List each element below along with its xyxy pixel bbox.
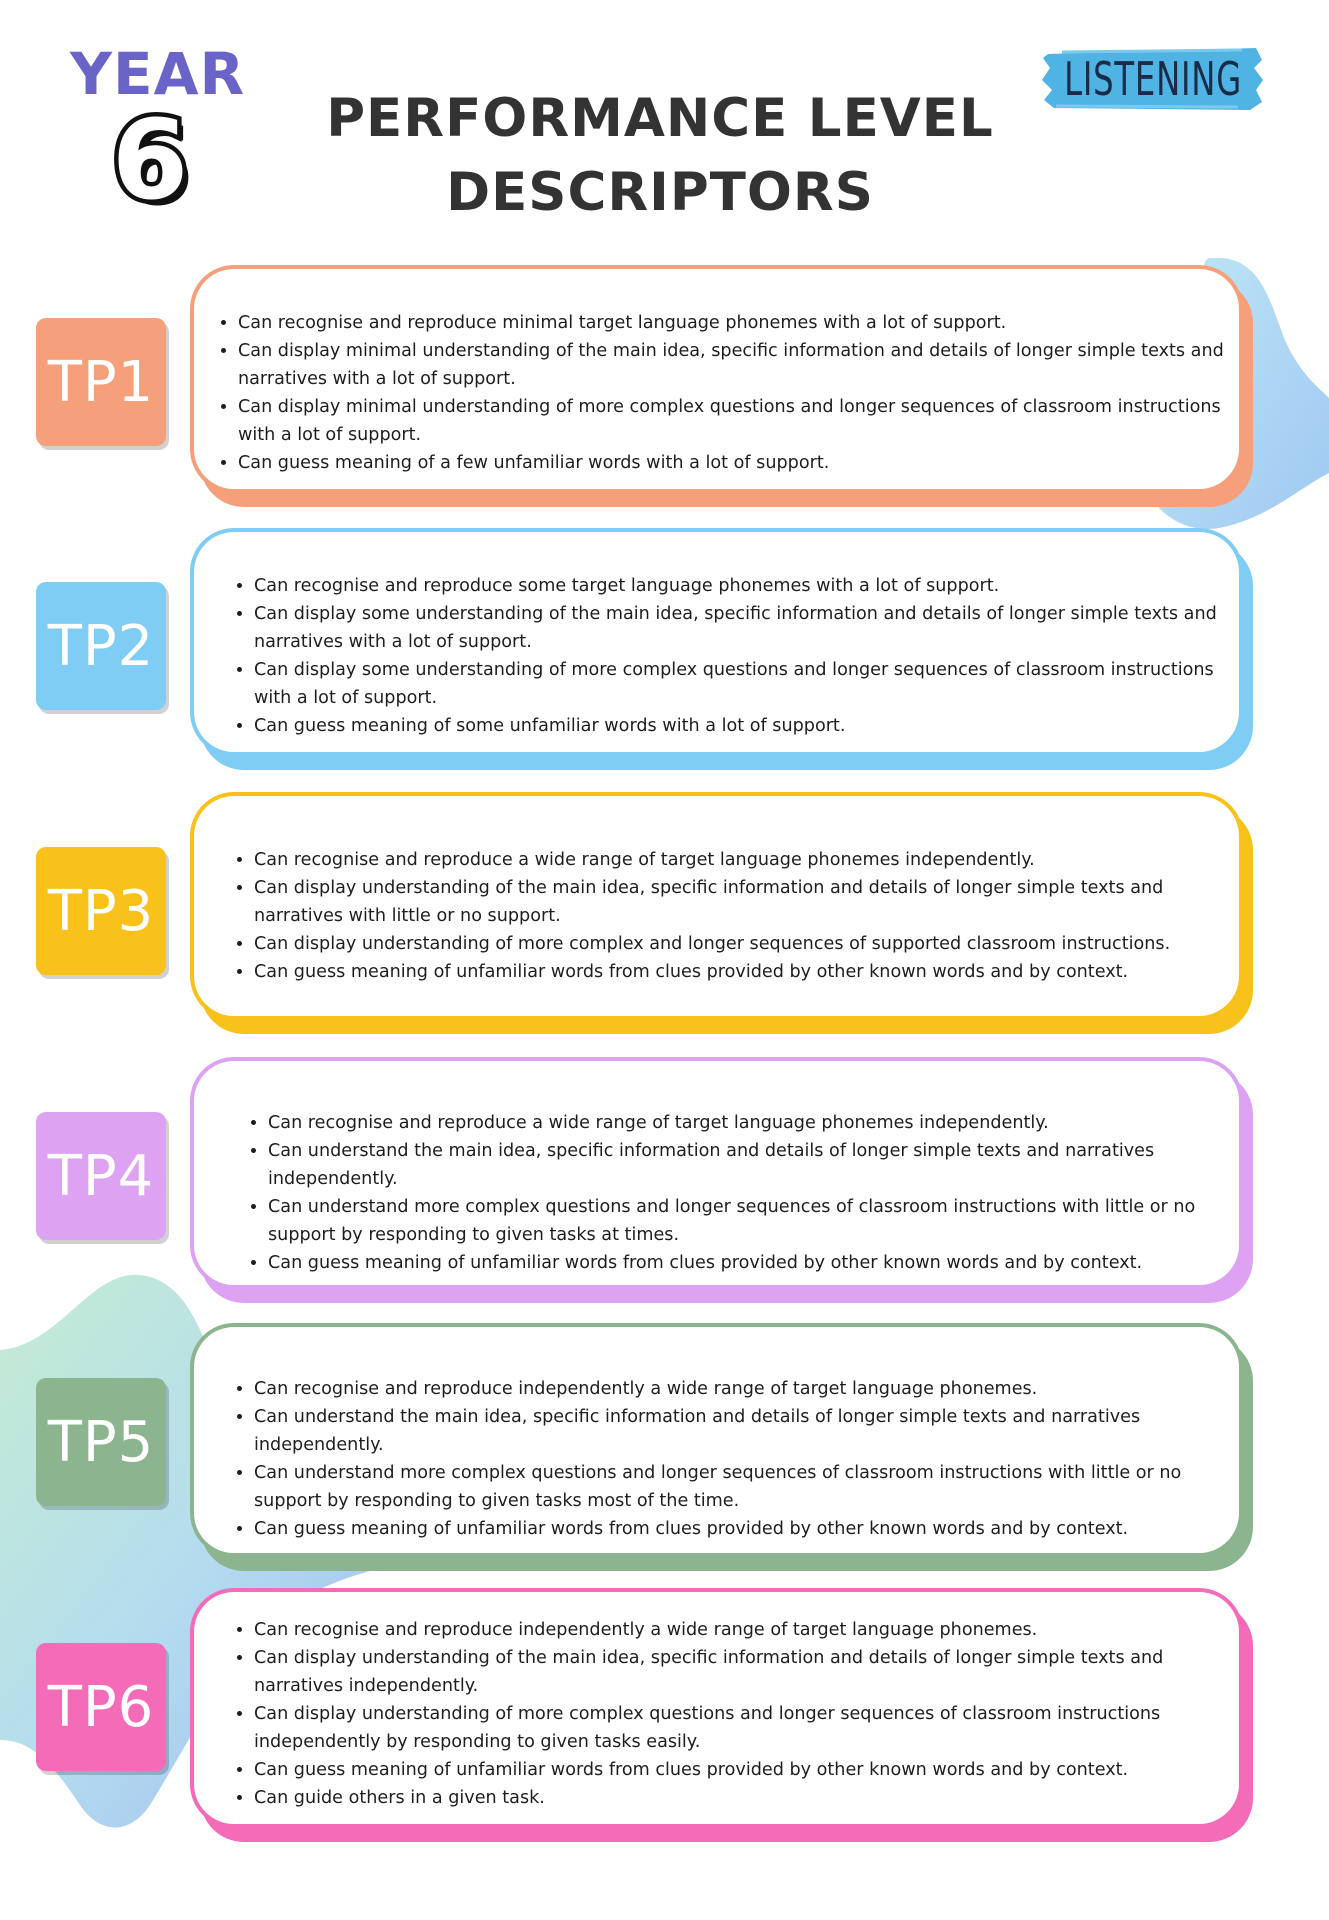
title-line-1: PERFORMANCE LEVEL [326,88,994,149]
descriptor-item: • Can display some understanding of the main idea, specific information and details of longer simple texts and narratives with a lot of support. [254,600,1225,656]
descriptor-item: • Can display minimal understanding of more complex questions and longer sequences of classroom instructions with a lot of support. [238,393,1225,449]
descriptor-item: • Can display understanding of the main idea, specific information and details of longer simple texts and narratives with little or no support. [254,874,1225,930]
descriptor-card [190,1057,1243,1289]
descriptor-card [190,265,1243,493]
descriptor-list [220,1375,1225,1543]
level-badge-label: TP2 [47,613,155,679]
descriptor-item: • Can display minimal understanding of the main idea, specific information and details of longer simple texts and narratives with a lot of support. [238,337,1225,393]
descriptor-item: • Can display understanding of more complex questions and longer sequences of classroom instructions independently by responding to given tasks easily. [254,1700,1225,1756]
level-badge-label: TP5 [47,1409,155,1475]
descriptor-card [190,1323,1243,1557]
descriptor-item: • Can understand more complex questions and longer sequences of classroom instructions with little or no support by responding to given tasks most of the time. [254,1459,1225,1515]
level-badge-label: TP6 [47,1674,155,1740]
level-badge [36,1643,166,1771]
descriptor-card [190,528,1243,756]
year-label [70,40,246,224]
descriptor-item: • Can guess meaning of some unfamiliar words with a lot of support. [254,712,1225,740]
descriptor-item: • Can display some understanding of more complex questions and longer sequences of classroom instructions with a lot of support. [254,656,1225,712]
descriptor-item: • Can display understanding of the main idea, specific information and details of longer simple texts and narratives independently. [254,1644,1225,1700]
level-badge [36,582,166,710]
descriptor-item: • Can guess meaning of unfamiliar words from clues provided by other known words and by context. [268,1249,1225,1277]
skill-tag [1042,46,1264,112]
year-number: 6 [111,96,189,224]
descriptor-card [190,1588,1243,1828]
level-badge [36,318,166,446]
level-badge-label: TP4 [47,1143,155,1209]
descriptor-item: • Can guess meaning of unfamiliar words from clues provided by other known words and by context. [254,958,1225,986]
descriptor-card [190,792,1243,1020]
level-badge [36,1112,166,1240]
descriptor-list [220,1616,1225,1812]
descriptor-item: • Can recognise and reproduce minimal target language phonemes with a lot of support. [238,309,1225,337]
skill-tag-text: LISTENING [1064,52,1242,106]
level-badge [36,1378,166,1506]
descriptor-item: • Can recognise and reproduce independently a wide range of target language phonemes. [254,1375,1225,1403]
level-badge-label: TP1 [47,349,155,415]
level-badge [36,847,166,975]
descriptor-item: • Can guess meaning of unfamiliar words from clues provided by other known words and by context. [254,1515,1225,1543]
descriptor-list [220,846,1225,986]
year-word: YEAR [70,40,246,108]
descriptor-item: • Can recognise and reproduce a wide range of target language phonemes independently. [254,846,1225,874]
descriptor-item: • Can understand the main idea, specific information and details of longer simple texts and narratives independently. [268,1137,1225,1193]
descriptor-item: • Can understand more complex questions and longer sequences of classroom instructions with little or no support by responding to given tasks at times. [268,1193,1225,1249]
descriptor-list [220,572,1225,740]
descriptor-item: • Can guess meaning of a few unfamiliar words with a lot of support. [238,449,1225,477]
descriptor-item: • Can recognise and reproduce some target language phonemes with a lot of support. [254,572,1225,600]
descriptor-item: • Can recognise and reproduce independently a wide range of target language phonemes. [254,1616,1225,1644]
descriptor-list [204,309,1225,477]
descriptor-item: • Can guide others in a given task. [254,1784,1225,1812]
page-title [280,82,1040,230]
descriptor-list [234,1109,1225,1277]
descriptor-item: • Can guess meaning of unfamiliar words from clues provided by other known words and by context. [254,1756,1225,1784]
descriptor-item: • Can display understanding of more complex and longer sequences of supported classroom instructions. [254,930,1225,958]
descriptor-item: • Can recognise and reproduce a wide range of target language phonemes independently. [268,1109,1225,1137]
descriptor-item: • Can understand the main idea, specific information and details of longer simple texts and narratives independently. [254,1403,1225,1459]
title-line-2: DESCRIPTORS [446,162,874,223]
level-badge-label: TP3 [47,878,155,944]
